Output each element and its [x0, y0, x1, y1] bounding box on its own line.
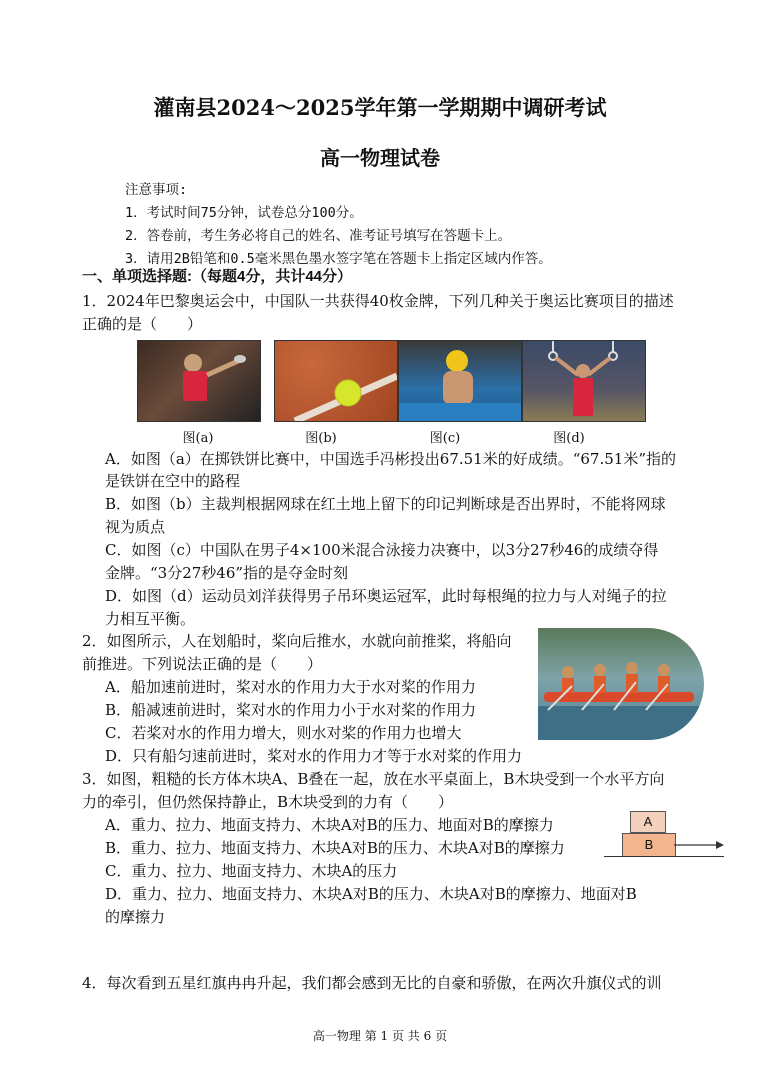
- q1-option-c-2: 金牌。“3分27秒46”指的是夺金时刻: [105, 564, 349, 582]
- photo-rings: [522, 340, 646, 422]
- q1-option-b: B．如图（b）主裁判根据网球在红土地上留下的印记判断球是否出界时，不能将网球: [105, 495, 666, 513]
- q1-stem: 1．2024年巴黎奥运会中，中国队一共获得40枚金牌，下列几种关于奥运比赛项目的描述: [82, 292, 674, 310]
- q3-option-d-2: 的摩擦力: [105, 908, 166, 926]
- page-subtitle: 高一物理试卷: [320, 146, 440, 170]
- q3-stem-2: 力的牵引，但仍然保持静止，B木块受到的力有（ ）: [82, 793, 454, 811]
- photo-tennis: [274, 340, 398, 422]
- q1-option-b-2: 视为质点: [105, 518, 166, 536]
- q1-option-a: A．如图（a）在掷铁饼比赛中，中国选手冯彬投出67.51米的好成绩。“67.51米”指的: [105, 450, 676, 468]
- q2-stem: 2．如图所示，人在划船时，桨向后推水，水就向前推桨，将船向: [82, 632, 512, 650]
- q1-option-d-2: 力相互平衡。: [105, 610, 196, 628]
- caption-d: 图(d): [553, 431, 585, 446]
- q1-option-c: C．如图（c）中国队在男子4×100米混合泳接力决赛中，以3分27秒46的成绩夺得: [105, 541, 659, 559]
- photo-swimmer: [398, 340, 522, 422]
- q3-option-c: C．重力、拉力、地面支持力、木块A的压力: [105, 862, 398, 880]
- page-footer: 高一物理 第 1 页 共 6 页: [312, 1029, 448, 1043]
- photo-rowing: [538, 628, 704, 740]
- caption-b: 图(b): [305, 431, 337, 446]
- q3-stem: 3．如图，粗糙的长方体木块A、B叠在一起，放在水平桌面上，B木块受到一个水平方向: [82, 770, 665, 788]
- q4-stem: 4．每次看到五星红旗冉冉升起，我们都会感到无比的自豪和骄傲，在两次升旗仪式的训: [82, 974, 662, 992]
- caption-c: 图(c): [429, 431, 461, 446]
- notes-heading: 注意事项:: [125, 182, 188, 198]
- q3-option-d: D．重力、拉力、地面支持力、木块A对B的压力、木块A对B的摩擦力、地面对B: [105, 885, 637, 903]
- q1-option-a-2: 是铁饼在空中的路程: [105, 472, 241, 490]
- q2-option-c: C．若桨对水的作用力增大，则水对桨的作用力也增大: [105, 724, 462, 742]
- photo-discus: [137, 340, 261, 422]
- q3-option-b: B．重力、拉力、地面支持力、木块A对B的压力、木块A对B的摩擦力: [105, 839, 565, 857]
- q1-option-d: D．如图（d）运动员刘洋获得男子吊环奥运冠军，此时每根绳的拉力与人对绳子的拉: [105, 587, 667, 605]
- caption-a: 图(a): [182, 431, 214, 446]
- page-title: 灌南县2024～2025学年第一学期期中调研考试: [153, 95, 607, 120]
- q2-stem-2: 前推进。下列说法正确的是（ ）: [82, 655, 323, 673]
- q1-stem-2: 正确的是（ ）: [82, 315, 203, 333]
- note-item: 2．答卷前，考生务必将自己的姓名、准考证号填写在答题卡上。: [125, 228, 512, 244]
- section-heading: 一、单项选择题:（每题4分，共计44分）: [82, 268, 353, 285]
- note-item: 1．考试时间75分钟，试卷总分100分。: [125, 205, 363, 221]
- q2-option-a: A．船加速前进时，桨对水的作用力大于水对桨的作用力: [105, 678, 476, 696]
- q2-option-b: B．船减速前进时，桨对水的作用力小于水对桨的作用力: [105, 701, 477, 719]
- note-item: 3．请用2B铅笔和0.5毫米黑色墨水签字笔在答题卡上指定区域内作答。: [125, 251, 552, 267]
- q3-option-a: A．重力、拉力、地面支持力、木块A对B的压力、地面对B的摩擦力: [105, 816, 554, 834]
- pull-arrow: [674, 838, 724, 852]
- block-b: B: [622, 833, 676, 857]
- ground-line: [604, 856, 724, 857]
- block-a: A: [630, 811, 666, 833]
- q2-option-d: D．只有船匀速前进时，桨对水的作用力才等于水对桨的作用力: [105, 747, 523, 765]
